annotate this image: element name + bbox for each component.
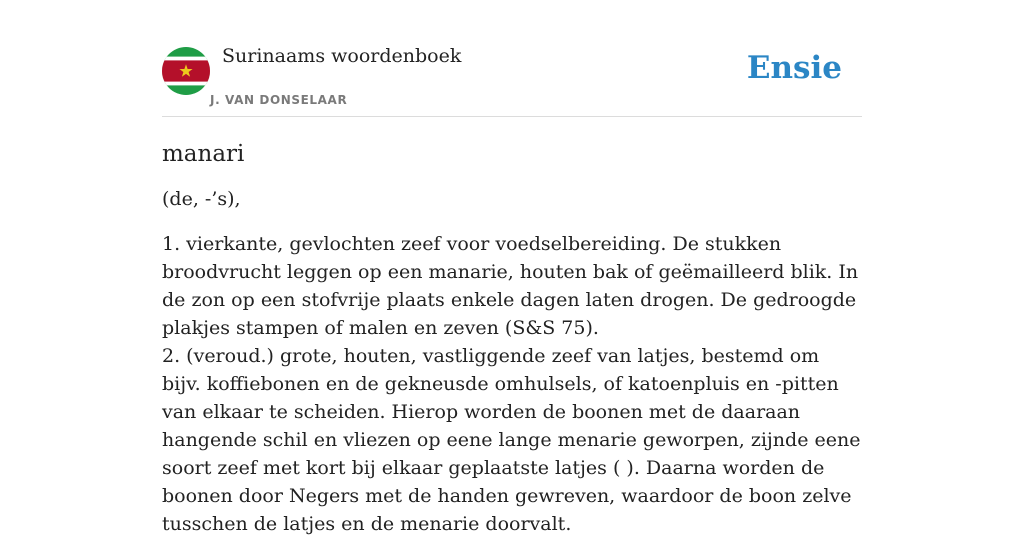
ensie-logo-link[interactable]: Ensie [746,50,842,86]
dictionary-author: J. VAN DONSELAAR [210,93,348,107]
suriname-flag-icon [162,47,210,95]
definition-sense-1: 1. vierkante, gevlochten zeef voor voedselbereiding. De stukken broodvrucht leggen op een manarie, houten bak of geëmailleerd blik. In de zon op een stofvrije plaats enkele dagen laten drogen. De gedroogde plakjes stampen of malen en zeven (S&S 75). [162,233,859,339]
entry-content [162,136,862,538]
entry-grammar: (de, -’s), [162,188,241,210]
site-header [162,44,862,117]
definition-sense-2: 2. (veroud.) grote, houten, vastliggende zeef van latjes, bestemd om bijv. koffiebonen en de gekneusde omhulsels, of katoenpluis en -pitten van elkaar te scheiden. Hierop worden de boonen met de daaraan hangende schil en vliezen op eene lange menarie geworpen, zijnde eene soort zeef met kort bij elkaar geplaatste latjes ( ). Daarna worden de boonen door Negers met de handen gewreven, waardoor de boon zelve tusschen de latjes en de menarie doorvalt. [162,345,861,535]
entry-headword: manari [162,141,245,167]
entry-definition [162,230,862,538]
dictionary-title[interactable]: Surinaams woordenboek [222,45,462,67]
